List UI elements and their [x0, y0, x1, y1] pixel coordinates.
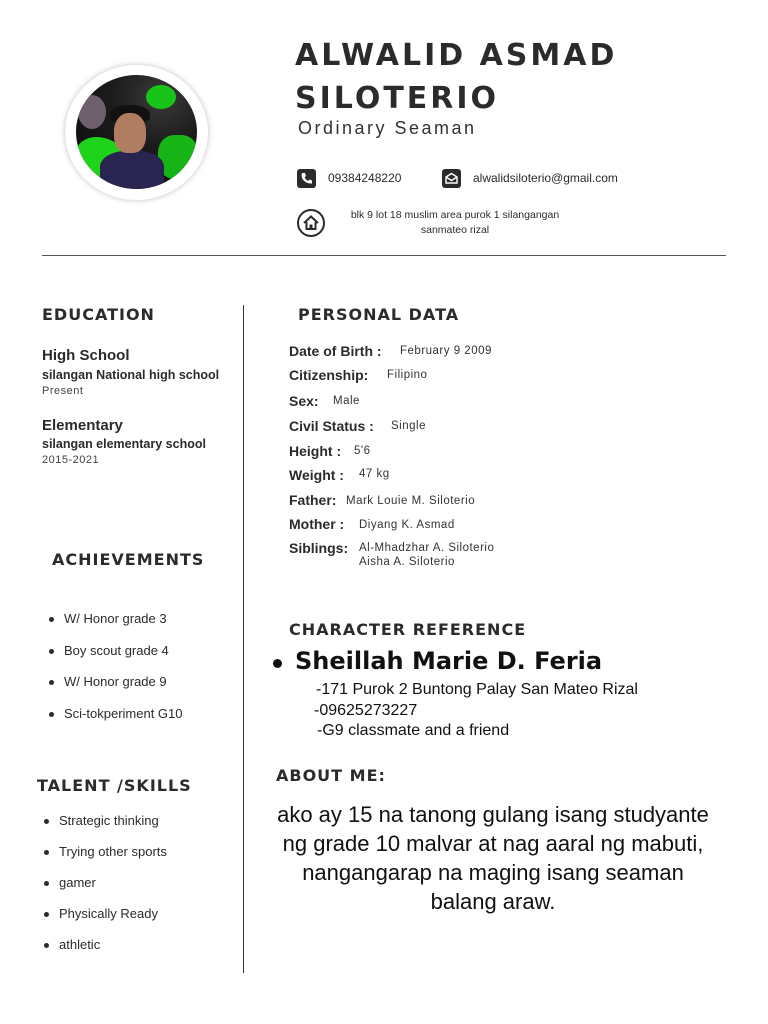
personal-data-heading: PERSONAL DATA [298, 305, 460, 324]
phone-icon [297, 169, 316, 188]
list-item: Sci-tokperiment G10 [42, 706, 183, 738]
reference-phone: -09625273227 [314, 702, 418, 719]
mother-label: Mother : [289, 516, 345, 532]
about-heading: ABOUT ME: [276, 766, 386, 785]
weight-value: 47 kg [359, 468, 390, 480]
civil-status-value: Single [391, 420, 426, 432]
character-reference-heading: CHARACTER REFERENCE [289, 620, 527, 639]
education-school: silangan National high school [42, 368, 220, 382]
about-text: ako ay 15 na tanong gulang isang studyante ng grade 10 malvar at nag aaral ng mabuti, nangangarap na maging isang seaman balang araw. [277, 802, 709, 914]
list-item: Strategic thinking [37, 813, 167, 844]
job-title: Ordinary Seaman [298, 118, 477, 138]
header-divider [42, 255, 726, 256]
civil-status-label: Civil Status : [289, 418, 374, 434]
height-label: Height : [289, 443, 342, 459]
education-years: Present [42, 385, 84, 397]
reference-relation: -G9 classmate and a friend [317, 722, 510, 739]
mother-value: Diyang K. Asmad [359, 519, 455, 531]
phone-number: 09384248220 [328, 171, 402, 185]
father-label: Father: [289, 492, 337, 508]
reference-name: Sheillah Marie D. Feria [295, 647, 603, 675]
full-name: ALWALID ASMAD SILOTERIO [295, 38, 618, 116]
weight-label: Weight : [289, 467, 344, 483]
list-item: W/ Honor grade 3 [42, 611, 183, 643]
education-school: silangan elementary school [42, 437, 206, 451]
column-divider [243, 305, 244, 973]
siblings-value: Al-Mhadzhar A. Siloterio Aisha A. Siloterio [359, 542, 495, 568]
education-years: 2015-2021 [42, 454, 100, 466]
profile-photo [76, 75, 197, 189]
skills-list [37, 813, 167, 968]
list-item: gamer [37, 875, 167, 906]
height-value: 5'6 [354, 445, 371, 457]
reference-address: -171 Purok 2 Buntong Palay San Mateo Rizal [316, 681, 638, 698]
skills-heading: TALENT /SKILLS [37, 776, 192, 795]
citizenship-label: Citizenship: [289, 367, 369, 383]
bullet [273, 659, 282, 668]
achievements-list [42, 611, 183, 737]
siblings-label: Siblings: [289, 540, 349, 556]
dob-value: February 9 2009 [400, 345, 492, 357]
list-item: Trying other sports [37, 844, 167, 875]
education-heading: EDUCATION [42, 305, 155, 324]
home-icon [297, 209, 325, 237]
list-item: athletic [37, 937, 167, 968]
list-item: W/ Honor grade 9 [42, 674, 183, 706]
dob-label: Date of Birth : [289, 343, 382, 359]
education-level: High School [42, 347, 130, 364]
father-value: Mark Louie M. Siloterio [346, 495, 476, 507]
education-level: Elementary [42, 417, 123, 434]
achievements-heading: ACHIEVEMENTS [52, 550, 205, 569]
list-item: Physically Ready [37, 906, 167, 937]
home-address: blk 9 lot 18 muslim area purok 1 silangangan sanmateo rizal [350, 209, 560, 236]
citizenship-value: Filipino [387, 369, 428, 381]
list-item: Boy scout grade 4 [42, 643, 183, 675]
sex-value: Male [333, 395, 360, 407]
email-icon [442, 169, 461, 188]
email-address: alwalidsiloterio@gmail.com [473, 171, 618, 185]
sex-label: Sex: [289, 393, 319, 409]
